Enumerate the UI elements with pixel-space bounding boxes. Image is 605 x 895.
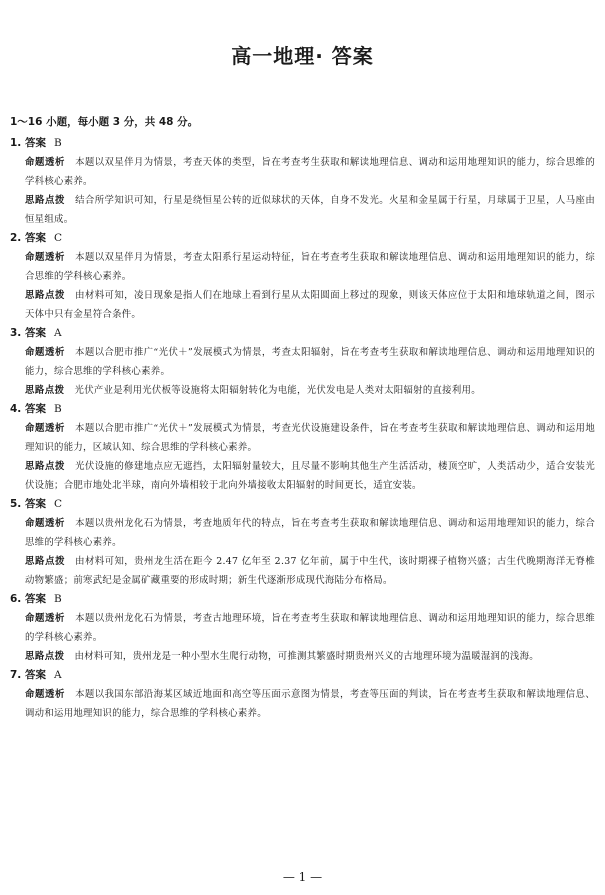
question-header: [10, 666, 595, 685]
question-block: [10, 229, 595, 324]
answer-label: 答案: [24, 593, 46, 605]
answer-value: A: [53, 327, 62, 339]
analysis-text: 本题以贵州龙化石为情景，考查地质年代的特点，旨在考查考生获取和解读地理信息、调动和运用地理知识的能力，综合思维的学科核心素养。: [25, 518, 595, 548]
approach-paragraph: [25, 381, 595, 400]
approach-text: 光伏产业是利用光伏板等设施将太阳辐射转化为电能，光伏发电是人类对太阳辐射的直接利用。: [74, 385, 481, 396]
question-number: 1.: [10, 137, 25, 149]
question-block: [10, 324, 595, 400]
page-title: 高一地理· 答案: [231, 44, 374, 68]
analysis-paragraph: [25, 343, 595, 381]
answer-content: [10, 112, 595, 723]
page-number: — 1 —: [282, 870, 323, 884]
question-number: 4.: [10, 403, 25, 415]
analysis-text: 本题以贵州龙化石为情景，考查古地理环境，旨在考查考生获取和解读地理信息、调动和运用地理知识的能力，综合思维的学科核心素养。: [25, 613, 595, 643]
approach-label: 思路点拨: [25, 556, 66, 567]
analysis-paragraph: [25, 248, 595, 286]
analysis-text: 本题以合肥市推广“光伏＋”发展模式为情景，考查光伏设施建设条件，旨在考查考生获取和解读地理信息、调动和运用地理知识的能力，区域认知、综合思维的学科核心素养。: [25, 423, 595, 453]
answer-value: B: [53, 137, 62, 149]
question-number: 5.: [10, 498, 25, 510]
answer-value: B: [53, 593, 62, 605]
analysis-paragraph: [25, 419, 595, 457]
analysis-paragraph: [25, 153, 595, 191]
approach-text: 由材料可知，凌日现象是指人们在地球上看到行星从太阳圆面上移过的现象，则该天体应位于太阳和地球轨道之间，图示天体中只有金星符合条件。: [25, 290, 595, 320]
approach-label: 思路点拨: [25, 651, 65, 662]
question-header: [10, 134, 595, 153]
analysis-paragraph: [25, 609, 595, 647]
question-block: [10, 590, 595, 666]
answer-value: C: [53, 232, 62, 244]
analysis-label: 命题透析: [25, 347, 66, 358]
analysis-label: 命题透析: [25, 518, 66, 529]
question-header: [10, 400, 595, 419]
answer-value: C: [53, 498, 62, 510]
analysis-text: 本题以合肥市推广“光伏＋”发展模式为情景，考查太阳辐射，旨在考查考生获取和解读地理信息、调动和运用地理知识的能力，综合思维的学科核心素养。: [25, 347, 595, 377]
analysis-label: 命题透析: [25, 613, 66, 624]
question-number: 7.: [10, 669, 25, 681]
answer-value: B: [53, 403, 62, 415]
approach-paragraph: [25, 552, 595, 590]
answer-value: A: [53, 669, 62, 681]
approach-label: 思路点拨: [25, 461, 66, 472]
question-block: [10, 666, 595, 723]
approach-label: 思路点拨: [25, 195, 66, 206]
question-header: [10, 590, 595, 609]
analysis-paragraph: [25, 514, 595, 552]
answer-label: 答案: [24, 137, 46, 149]
question-header: [10, 229, 595, 248]
question-header: [10, 324, 595, 343]
approach-label: 思路点拨: [25, 385, 65, 396]
answer-label: 答案: [24, 232, 46, 244]
answer-label: 答案: [24, 327, 46, 339]
approach-paragraph: [25, 286, 595, 324]
approach-text: 光伏设施的修建地点应无遮挡，太阳辐射量较大，且尽量不影响其他生产生活活动，楼顶空旷，人类活动少，适合安装光伏设施；合肥市地处北半球，南向外墙相较于北向外墙接收太阳辐射的时间更长，适宜安装。: [25, 461, 595, 491]
question-block: [10, 400, 595, 495]
question-number: 6.: [10, 593, 25, 605]
section-intro: 1～16 小题，每小题 3 分，共 48 分。: [10, 116, 199, 128]
question-number: 3.: [10, 327, 25, 339]
question-number: 2.: [10, 232, 25, 244]
answer-label: 答案: [24, 498, 46, 510]
approach-paragraph: [25, 457, 595, 495]
approach-text: 由材料可知，贵州龙生活在距今 2.47 亿年至 2.37 亿年前，属于中生代，该时期裸子植物兴盛；古生代晚期海洋无脊椎动物繁盛；前寒武纪是金属矿藏重要的形成时期；新生代逐渐形成现代海陆分布格局。: [25, 556, 595, 586]
analysis-text: 本题以双星伴月为情景，考查天体的类型，旨在考查考生获取和解读地理信息、调动和运用地理知识的能力，综合思维的学科核心素养。: [25, 157, 595, 187]
question-block: [10, 495, 595, 590]
analysis-text: 本题以我国东部沿海某区域近地面和高空等压面示意图为情景，考查等压面的判读，旨在考查考生获取和解读地理信息、调动和运用地理知识的能力，综合思维的学科核心素养。: [25, 689, 595, 719]
approach-text: 由材料可知，贵州龙是一种小型水生爬行动物，可推测其繁盛时期贵州兴义的古地理环境为温暖湿润的浅海。: [74, 651, 539, 662]
question-header: [10, 495, 595, 514]
approach-paragraph: [25, 647, 595, 666]
answer-label: 答案: [24, 669, 46, 681]
analysis-label: 命题透析: [25, 423, 66, 434]
analysis-text: 本题以双星伴月为情景，考查太阳系行星运动特征，旨在考查考生获取和解读地理信息、调动和运用地理知识的能力，综合思维的学科核心素养。: [25, 252, 595, 282]
answer-label: 答案: [24, 403, 46, 415]
analysis-label: 命题透析: [25, 689, 66, 700]
question-block: [10, 134, 595, 229]
approach-label: 思路点拨: [25, 290, 66, 301]
approach-paragraph: [25, 191, 595, 229]
approach-text: 结合所学知识可知，行星是绕恒星公转的近似球状的天体，自身不发光。火星和金星属于行星，月球属于卫星，人马座由恒星组成。: [25, 195, 595, 225]
analysis-label: 命题透析: [25, 252, 66, 263]
question-list: [10, 134, 595, 723]
analysis-paragraph: [25, 685, 595, 723]
analysis-label: 命题透析: [25, 157, 66, 168]
